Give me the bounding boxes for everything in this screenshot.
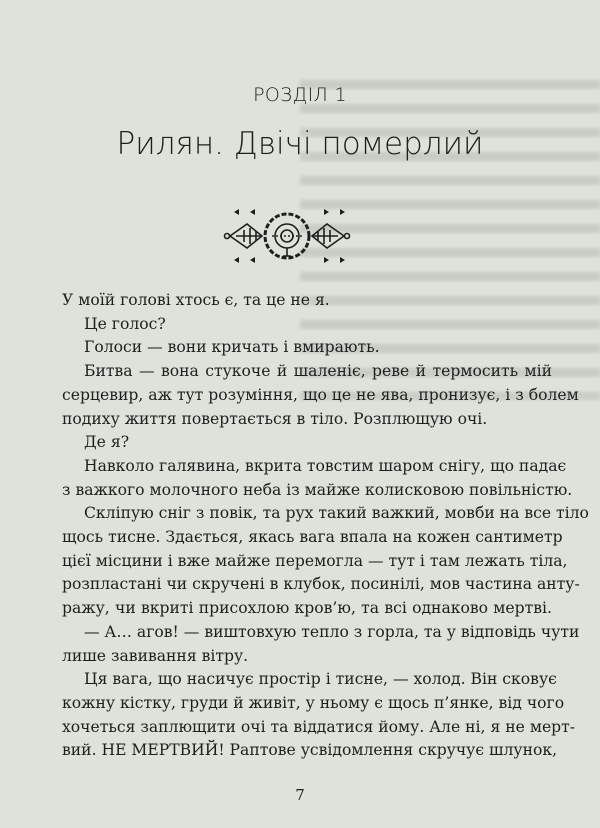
text-line: Скліпую сніг з повік, та рух такий важкий, мовби на все тіло — [84, 504, 589, 523]
text-line: хочеться заплющити очі та віддатися йому. Але ні, я не мерт- — [62, 717, 576, 736]
chapter-label: РОЗДІЛ 1 — [253, 84, 347, 106]
text-line: щось тисне. Здається, якась вага впала на кожен сантиметр — [62, 528, 563, 547]
page-number: 7 — [295, 786, 305, 804]
text-line: подиху життя повертається в тіло. Розплющую очі. — [62, 409, 488, 428]
text-line: ражу, чи вкриті присохлою кров’ю, та всі однаково мертві. — [62, 599, 552, 618]
text-line: цієї місцини і вже майже перемогла — тут і там лежать тіла, — [62, 551, 568, 570]
text-line: — А… агов! — виштовхую тепло з горла, та у відповідь чути — [84, 622, 580, 641]
text-line: розпластані чи скручені в клубок, посинілі, мов частина анту- — [62, 575, 580, 594]
text-line: серцевир, аж тут розуміння, що це не ява, пронизує, і з болем — [62, 385, 579, 404]
text-line: кожну кістку, груди й живіт, у ньому є щось п’янке, від чого — [62, 693, 565, 712]
text-line: лише завивання вітру. — [62, 646, 249, 665]
text-line: Ця вага, що насичує простір і тисне, — холод. Він сковує — [84, 670, 557, 689]
text-line: Голоси — вони кричать і вмирають. — [84, 338, 380, 357]
text-line: вий. НЕ МЕРТВИЙ! Раптове усвідомлення скручує шлунок, — [62, 741, 558, 760]
text-line: з важкого молочного неба із майже колисковою повільністю. — [62, 480, 573, 499]
chapter-title: Рилян. Двічі померлий — [116, 126, 484, 162]
text-line: Де я? — [84, 433, 130, 452]
text-line: Навколо галявина, вкрита товстим шаром снігу, що падає — [84, 456, 567, 475]
chain-circle-ornament-icon — [222, 206, 352, 266]
text-line: Це голос? — [84, 314, 166, 333]
text-line: Битва — вона стукоче й шаленіє, реве й термосить мій — [84, 362, 552, 381]
text-line: У моїй голові хтось є, та це не я. — [62, 291, 330, 309]
body-text — [62, 289, 589, 763]
